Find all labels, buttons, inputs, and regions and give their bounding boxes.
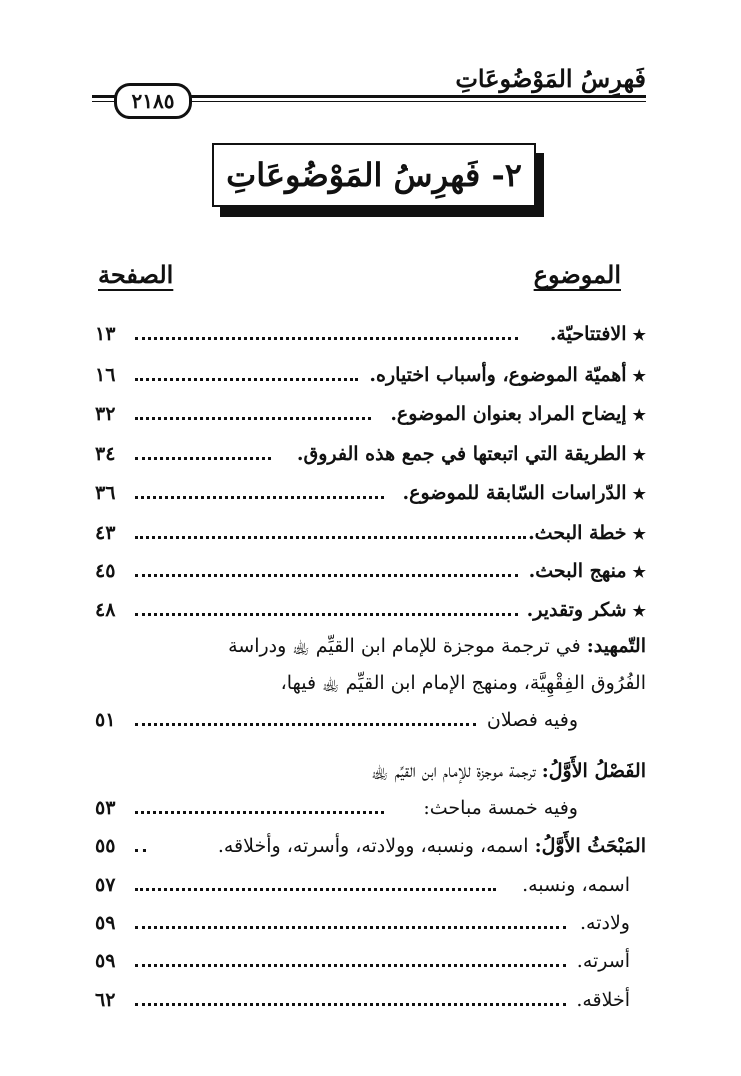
toc-entry-text: وفيه خمسة مباحث: xyxy=(423,797,578,819)
toc-entry xyxy=(95,869,646,901)
toc-entry-text: أسرته. xyxy=(576,950,630,972)
toc-entry xyxy=(95,359,646,391)
toc-entry-text: ★الطريقة التي اتبعتها في جمع هذه الفروق. xyxy=(296,443,646,465)
toc-entry-text: ★منهج البحث. xyxy=(528,560,646,582)
toc-entry-text: ★الدّراسات السّابقة للموضوع. xyxy=(402,482,646,504)
toc-entry-text: ★أهميّة الموضوع، وأسباب اختياره. xyxy=(369,364,646,386)
toc-entry-text: أخلاقه. xyxy=(576,989,630,1011)
toc-entry xyxy=(95,792,646,824)
running-title: فَهرِسُ المَوْضُوعَاتِ xyxy=(455,64,646,93)
toc-entry xyxy=(95,704,646,736)
star-icon: ★ xyxy=(632,563,646,581)
tamheed-line-2 xyxy=(95,667,646,699)
toc-entry xyxy=(95,830,646,862)
toc-entry-page: ٥٩ xyxy=(95,950,116,972)
toc-entry-page: ١٦ xyxy=(95,364,116,386)
toc-entry-page: ٥٩ xyxy=(95,912,116,934)
leader-dots xyxy=(135,337,518,340)
toc-entry xyxy=(95,555,646,587)
tamheed-text-2: الفُرُوق الفِقْهِيَّة، ومنهج الإمام ابن القيِّم ﵀ فيها، xyxy=(280,672,646,694)
toc-entry-text: ★خطة البحث. xyxy=(528,522,646,544)
toc-entry xyxy=(95,594,646,626)
leader-dots xyxy=(135,811,384,814)
chapter-one-lead: الفَصْلُ الأَوَّلُ: xyxy=(541,760,646,782)
leader-dots xyxy=(135,417,371,420)
toc-entry xyxy=(95,438,646,470)
toc-entry-page: ٣٢ xyxy=(95,403,116,425)
leader-dots xyxy=(135,849,146,852)
tamheed-line-1 xyxy=(95,630,646,662)
leader-dots xyxy=(135,496,384,499)
star-icon: ★ xyxy=(632,367,646,385)
toc-entry-page: ٥٥ xyxy=(95,835,116,857)
toc-entry-page: ٥٣ xyxy=(95,797,116,819)
toc-entry-text: اسمه، ونسبه، وولادته، وأسرته، وأخلاقه. xyxy=(217,835,529,857)
toc-entry xyxy=(95,907,646,939)
toc-entry-page: ٤٥ xyxy=(95,560,116,582)
toc-entry xyxy=(95,398,646,430)
star-icon: ★ xyxy=(632,525,646,543)
page-number-badge xyxy=(114,83,192,119)
toc-entry-text: اسمه، ونسبه. xyxy=(522,874,630,896)
toc-entry-text: ★شكر وتقدير. xyxy=(526,599,646,621)
tamheed-text-3: وفيه فصلان xyxy=(486,709,578,731)
chapter-one-line xyxy=(95,755,646,787)
star-icon: ★ xyxy=(632,602,646,620)
chapter-heading: ٢- فَهرِسُ المَوْضُوعَاتِ xyxy=(226,156,522,194)
toc-entry xyxy=(95,318,646,350)
column-header-topic: الموضوع xyxy=(533,260,621,289)
column-header-page: الصفحة xyxy=(98,260,174,289)
leader-dots xyxy=(135,723,476,726)
chapter-heading-box xyxy=(212,143,536,207)
toc-entry-page: ٦٢ xyxy=(95,989,116,1011)
toc-entry-page: ٤٨ xyxy=(95,599,116,621)
tamheed-text-1: في ترجمة موجزة للإمام ابن القيِّم ﵀ ودراسة xyxy=(228,635,581,657)
toc-entry xyxy=(95,477,646,509)
toc-entry xyxy=(95,517,646,549)
toc-entry-text: ولادته. xyxy=(580,912,630,934)
leader-dots xyxy=(135,536,526,539)
page-number: ٢١٨٥ xyxy=(131,89,175,113)
star-icon: ★ xyxy=(632,485,646,503)
star-icon: ★ xyxy=(632,406,646,424)
leader-dots xyxy=(135,1003,566,1006)
leader-dots xyxy=(135,574,518,577)
leader-dots xyxy=(135,613,518,616)
toc-entry-text: ★الافتتاحيّة. xyxy=(549,323,646,345)
leader-dots xyxy=(135,926,566,929)
toc-entry-page: ٥١ xyxy=(95,709,116,731)
leader-dots xyxy=(135,888,496,891)
leader-dots xyxy=(135,964,566,967)
toc-entry-page: ١٣ xyxy=(95,323,116,345)
toc-entry-page: ٥٧ xyxy=(95,874,116,896)
toc-entry-text: ★إيضاح المراد بعنوان الموضوع. xyxy=(390,403,646,425)
toc-entry xyxy=(95,984,646,1016)
star-icon: ★ xyxy=(632,326,646,344)
tamheed-lead: التّمهيد: xyxy=(586,635,646,657)
leader-dots xyxy=(135,378,358,381)
section-one-lead: المَبْحَثُ الأَوَّلُ: xyxy=(534,835,646,857)
star-icon: ★ xyxy=(632,446,646,464)
toc-entry xyxy=(95,945,646,977)
toc-entry-page: ٤٣ xyxy=(95,522,116,544)
toc-entry-page: ٣٦ xyxy=(95,482,116,504)
leader-dots xyxy=(135,457,271,460)
toc-entry-page: ٣٤ xyxy=(95,443,116,465)
chapter-one-text: ترجمة موجزة للإمام ابن القيِّم ﵀ xyxy=(371,760,536,782)
